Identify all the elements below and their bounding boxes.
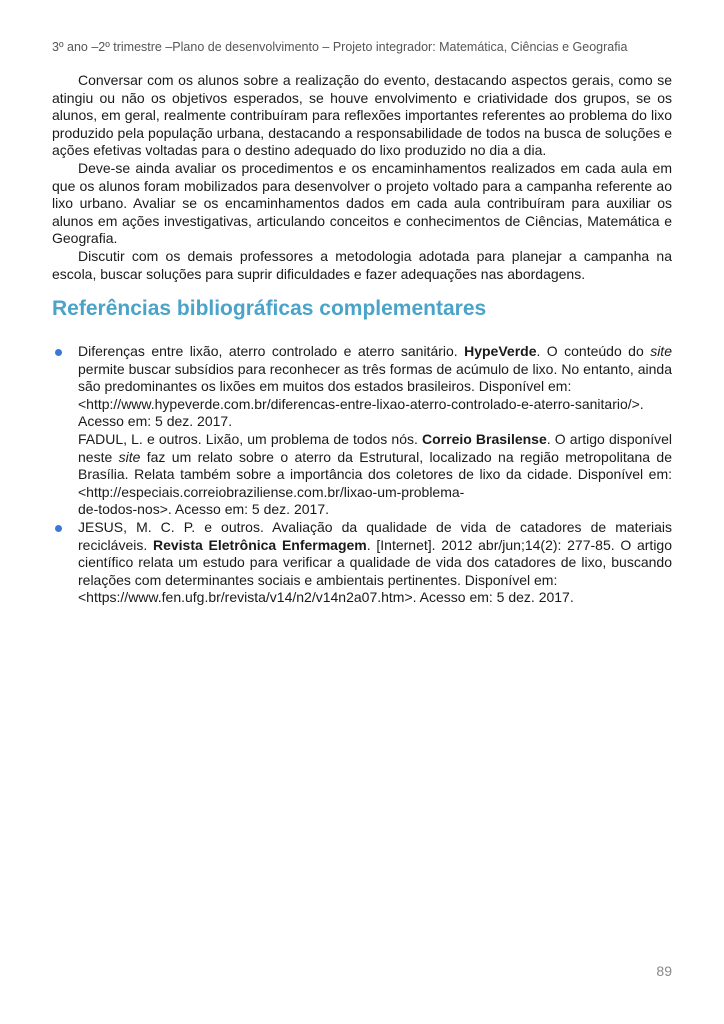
- reference-url: <http://www.hypeverde.com.br/diferencas-entre-lixao-aterro-controlado-e-aterro-sanitario/>.: [78, 395, 644, 412]
- reference-italic: site: [650, 343, 672, 359]
- list-item: [52, 519, 672, 607]
- section-title: Referências bibliográficas complementares: [52, 297, 487, 320]
- reference-entry: [78, 431, 672, 519]
- reference-source: Correio Brasilense: [422, 430, 547, 447]
- page-number: 89: [656, 963, 672, 979]
- reference-text: . [Internet]. 2012 abr/jun;14(2): 277-85. O artigo científico relata um estudo para verificar a qualidade de vida dos catadores de lixo, buscando relações com determinantes sociais e ambientais pertinentes. Disponível em:: [78, 536, 672, 588]
- list-item: [52, 343, 672, 519]
- reference-text: faz um relato sobre o aterro da Estrutural, localizado na região metropolitana de Brasília. Relata também sobre a importância dos coletores de lixo da cidade. Disponível em: <http://especiais.correiobraziliense.com.br/lixao-um-problema-: [78, 448, 672, 500]
- reference-italic: site: [118, 448, 141, 465]
- reference-text: . O artigo disponível neste: [78, 430, 672, 465]
- references-list: [52, 343, 672, 607]
- paragraph: Discutir com os demais professores a metodologia adotada para planejar a campanha na escola, buscar soluções para suprir dificuldades e fazer adequações nas abordagens.: [52, 247, 672, 282]
- reference-text: permite buscar subsídios para reconhecer as três formas de acúmulo de lixo. No entanto, ainda são predominantes os lixões em muitos dos estados brasileiros. Disponível em:: [78, 360, 672, 395]
- bullet-icon: [55, 525, 62, 532]
- reference-text: . O conteúdo do: [536, 343, 651, 359]
- bullet-icon: [55, 349, 62, 356]
- reference-url: de-todos-nos>. Acesso em: 5 dez. 2017.: [78, 501, 329, 518]
- reference-entry: [78, 343, 672, 431]
- reference-entry: [78, 519, 672, 607]
- reference-source: Revista Eletrônica Enfermagem: [152, 536, 367, 553]
- reference-text: JESUS, M. C. P. e outros. Avaliação da qualidade de vida de catadores de materiais recicláveis.: [78, 518, 672, 553]
- paragraph: Conversar com os alunos sobre a realização do evento, destacando aspectos gerais, como se atingiu ou não os objetivos esperados, se houve envolvimento e criatividade dos grupos, se os alunos, em geral, realmente contribuíram para reflexões importantes referentes ao problema do lixo produzido pela população urbana, destacando a responsabilidade de todos na busca de soluções e ações efetivas voltadas para o destino adequado do lixo produzido no dia a dia.: [52, 72, 672, 159]
- reference-text: Diferenças entre lixão, aterro controlado e aterro sanitário.: [78, 343, 465, 359]
- running-header: 3º ano –2º trimestre –Plano de desenvolvimento – Projeto integrador: Matemática, Ciências e Geografia: [52, 40, 628, 54]
- paragraph: Deve-se ainda avaliar os procedimentos e os encaminhamentos realizados em cada aula em que os alunos foram mobilizados para desenvolver o projeto voltado para a campanha referente ao lixo urbano. Avaliar se os encaminhamentos dados em cada aula contribuíram para auxiliar os alunos em ações investigativas, articulando conceitos e conhecimentos de Ciências, Matemática e Geografia.: [52, 159, 672, 247]
- body-text: [52, 72, 672, 283]
- reference-text: FADUL, L. e outros. Lixão, um problema de todos nós.: [78, 430, 423, 447]
- reference-url: <https://www.fen.ufg.br/revista/v14/n2/v14n2a07.htm>. Acesso em: 5 dez. 2017.: [78, 589, 574, 606]
- reference-source: HypeVerde: [464, 343, 537, 359]
- reference-access: Acesso em: 5 dez. 2017.: [78, 413, 233, 430]
